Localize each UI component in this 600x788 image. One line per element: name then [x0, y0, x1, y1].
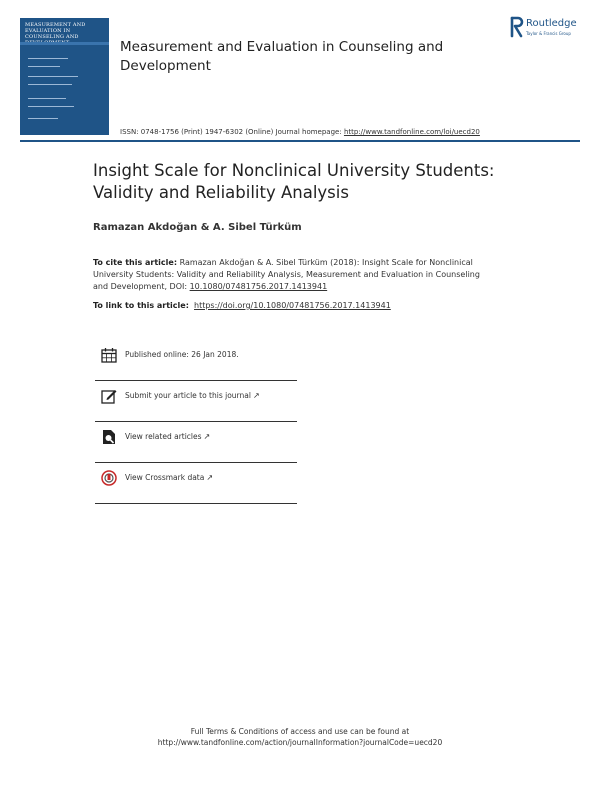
cover-decor-line: [28, 84, 72, 85]
edit-pencil-icon: [101, 388, 117, 404]
crossmark-icon: [101, 470, 117, 486]
footer-terms: [0, 726, 600, 748]
submit-article-link[interactable]: [125, 391, 260, 400]
cover-decor-line: [28, 76, 78, 77]
link-label: To link to this article:: [93, 301, 189, 310]
header-divider: [20, 140, 580, 142]
citation-doi-link[interactable]: 10.1080/07481756.2017.1413941: [189, 282, 328, 291]
cover-decor-line: [28, 106, 74, 107]
cover-band: [20, 42, 109, 45]
article-authors: Ramazan Akdoğan & A. Sibel Türküm: [93, 222, 302, 233]
cover-decor-line: [28, 58, 68, 59]
cover-decor-line: [28, 66, 60, 67]
citation-block: [93, 257, 493, 293]
cover-title-line-1: MEASUREMENT AND EVALUATION IN: [25, 22, 86, 34]
crossmark-label: View Crossmark data: [125, 473, 205, 482]
journal-cover-image: [20, 18, 109, 135]
article-link-line: [93, 301, 391, 310]
document-search-icon: [101, 429, 117, 445]
publisher-logo: [510, 16, 588, 42]
citation-text: Ramazan Akdoğan & A. Sibel Türküm (2018): Insight Scale for Nonclinical University Students: Validity and Reliability Analysis, Measurement and Evaluation in Counseling and Development, DOI:: [93, 258, 480, 291]
external-link-icon: ↗: [203, 432, 211, 441]
calendar-icon: [101, 347, 117, 363]
journal-homepage-link[interactable]: http://www.tandfonline.com/loi/uecd20: [343, 128, 480, 136]
cover-title-line-2: COUNSELING AND: [25, 34, 79, 40]
crossmark-row[interactable]: [95, 463, 297, 503]
citation-label: To cite this article:: [93, 258, 178, 267]
external-link-icon: ↗: [252, 391, 260, 400]
crossmark-link[interactable]: [125, 473, 213, 482]
cover-decor-line: [28, 118, 58, 119]
published-online-row: [95, 340, 297, 380]
related-articles-link[interactable]: [125, 432, 210, 441]
submit-article-row[interactable]: [95, 381, 297, 421]
external-link-icon: ↗: [206, 473, 214, 482]
footer-terms-link[interactable]: http://www.tandfonline.com/action/journalInformation?journalCode=uecd20: [157, 738, 443, 747]
related-articles-row[interactable]: [95, 422, 297, 462]
related-articles-label: View related articles: [125, 432, 202, 441]
published-online-text: Published online: 26 Jan 2018.: [125, 350, 239, 359]
routledge-logo-icon: [510, 16, 524, 38]
cover-decor-line: [28, 98, 66, 99]
row-divider: [95, 503, 297, 504]
article-title: Insight Scale for Nonclinical University Students: Validity and Reliability Analysis: [93, 161, 495, 202]
footer-line-1: Full Terms & Conditions of access and use can be found at: [190, 727, 410, 736]
submit-article-label: Submit your article to this journal: [125, 391, 251, 400]
publisher-tagline: Taylor & Francis Group: [526, 31, 571, 36]
journal-title: Measurement and Evaluation in Counseling and Development: [120, 39, 444, 74]
publisher-name: Routledge: [526, 18, 577, 29]
article-doi-link[interactable]: https://doi.org/10.1080/07481756.2017.1413941: [194, 301, 391, 310]
issn-line: [120, 128, 480, 136]
issn-text: ISSN: 0748-1756 (Print) 1947-6302 (Online) Journal homepage:: [120, 128, 344, 136]
